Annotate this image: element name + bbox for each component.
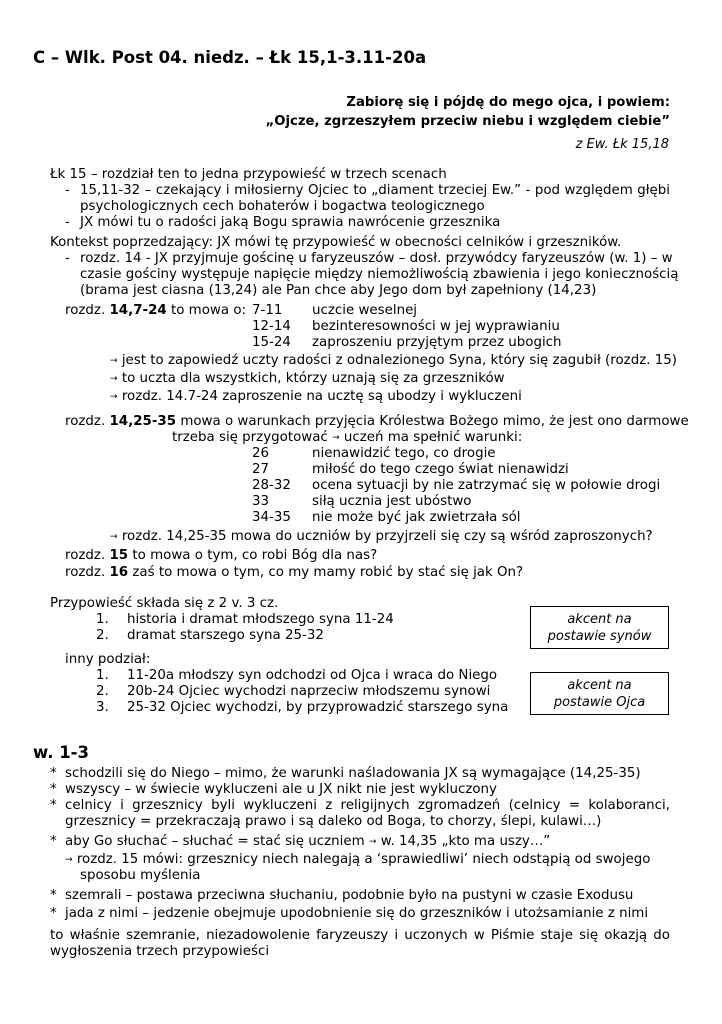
bullet-star: * xyxy=(50,798,57,813)
parable-line: Przypowieść składa się z 2 v. 3 cz. xyxy=(50,596,279,611)
context-bullet-1c: (brama jest ciasna (13,24) ale Pan chce aby Jego dom był zapełniony (14,23) xyxy=(80,283,597,298)
parable-alt-item-1-text: 11-20a młodszy syn odchodzi od Ojca i wraca do Niego xyxy=(127,668,498,683)
w13-item-7: jada z nimi – jedzenie obejmuje upodobnienie się do grzeszników i utożsamianie z nimi xyxy=(65,906,649,921)
rozdz2-row-1-text: nienawidzić tego, co drogie xyxy=(312,446,496,461)
w13-item-5a: → rozdz. 15 mówi: grzesznicy niech nalegają a ‘sprawiedliwi’ niech odstąpią od swojego xyxy=(65,852,651,867)
parable-item-2-num: 2. xyxy=(96,628,109,643)
accent-box-sons xyxy=(530,606,669,649)
rozdz1-row-2-verse: 12-14 xyxy=(252,319,291,334)
rozdz16-line: rozdz. 16 zaś to mowa o tym, co my mamy robić by stać się jak On? xyxy=(65,565,524,580)
rozdz2-row-2-verse: 27 xyxy=(252,462,270,477)
intro-dash-2: - xyxy=(65,215,70,230)
rozdz2-row-5-text: nie może być jak zwietrzała sól xyxy=(312,510,521,525)
accent-box-father-line-1: akcent na xyxy=(567,677,632,693)
quote-line-2: „Ojcze, zgrzeszyłem przeciw niebu i względem ciebie” xyxy=(265,114,670,129)
parable-alt-item-2-text: 20b-24 Ojciec wychodzi naprzeciw młodszemu synowi xyxy=(127,684,491,699)
w13-item-3a: celnicy i grzesznicy byli wykluczeni z religijnych zgromadzeń (celnicy = kolaboranci, xyxy=(65,798,670,813)
rozdz1-row-2-text: bezinteresowności w jej wyprawianiu xyxy=(312,319,560,334)
bullet-star: * xyxy=(50,766,57,781)
rozdz2-row-3-text: ocena sytuacji by nie zatrzymać się w połowie drogi xyxy=(312,478,661,493)
rozdz1-row-1-verse: 7-11 xyxy=(252,303,283,318)
context-line: Kontekst poprzedzający: JX mówi tę przypowieść w obecności celników i grzeszników. xyxy=(50,235,622,250)
w13-item-6: szemrali – postawa przeciwna słuchaniu, podobnie było na pustyni w czasie Exodusu xyxy=(65,888,634,903)
context-dash: - xyxy=(65,251,70,266)
arrow-icon: → xyxy=(110,392,118,402)
arrow-icon: → xyxy=(110,374,118,384)
arrow-icon: → xyxy=(332,433,340,443)
rozdz1-row-3-verse: 15-24 xyxy=(252,335,291,350)
parable-item-1-text: historia i dramat młodszego syna 11-24 xyxy=(127,612,394,627)
intro-line: Łk 15 – rozdział ten to jedna przypowieść w trzech scenach xyxy=(50,167,447,182)
quote-source: z Ew. Łk 15,18 xyxy=(575,137,669,152)
rozdz15-line: rozdz. 15 to mowa o tym, co robi Bóg dla nas? xyxy=(65,548,378,563)
quote-line-1: Zabiorę się i pójdę do mego ojca, i powiem: xyxy=(346,95,670,110)
bullet-star: * xyxy=(50,782,57,797)
w13-item-3b: grzesznicy = przekraczają prawo i są daleko od Boga, to chorzy, ślepi, kulawi…) xyxy=(65,814,602,829)
rozdz1-row-3-text: zaproszeniu przyjętym przez ubogich xyxy=(312,335,562,350)
accent-box-father xyxy=(530,672,669,715)
rozdz2-row-5-verse: 34-35 xyxy=(252,510,291,525)
rozdz2-row-2-text: miłość do tego czego świat nienawidzi xyxy=(312,462,569,477)
rozdz2-row-4-text: siłą ucznia jest ubóstwo xyxy=(312,494,472,509)
accent-box-father-line-2: postawie Ojca xyxy=(553,694,646,710)
parable-alt-item-2-num: 2. xyxy=(96,684,109,699)
parable-other-label: inny podział: xyxy=(65,652,151,667)
rozdz1-heading: rozdz. 14,7-24 to mowa o: xyxy=(65,303,247,318)
rozdz1-arrow-item-2: → to uczta dla wszystkich, którzy uznają się za grzeszników xyxy=(110,371,505,386)
rozdz1-arrow-item-3: → rozdz. 14.7-24 zaproszenie na ucztę są ubodzy i wykluczeni xyxy=(110,389,522,404)
rozdz1-arrow-item-1: → jest to zapowiedź uczty radości z odnalezionego Syna, który się zagubił (rozdz. 15) xyxy=(110,353,678,368)
context-bullet-1b: czasie gościny występuje napięcie między niemożliwością zbawienia i jego koniecznością xyxy=(80,267,679,282)
w13-item-1: schodzili się do Niego – mimo, że warunki naśladowania JX są wymagające (14,25-35) xyxy=(65,766,641,781)
parable-alt-item-1-num: 1. xyxy=(96,668,109,683)
w13-ending-1: to właśnie szemranie, niezadowolenie faryzeuszy i uczonych w Piśmie staje się okazją do xyxy=(50,928,670,943)
intro-bullet-2: JX mówi tu o radości jaką Bogu sprawia nawrócenie grzesznika xyxy=(80,215,501,230)
parable-alt-item-3-text: 25-32 Ojciec wychodzi, by przyprowadzić starszego syna xyxy=(127,700,509,715)
bullet-star: * xyxy=(50,906,57,921)
bullet-star: * xyxy=(50,834,57,849)
context-bullet-1a: rozdz. 14 - JX przyjmuje gościnę u faryzeuszów – dosł. przywódcy faryzeuszów (w. 1) – w xyxy=(80,251,673,266)
rozdz2-heading: rozdz. 14,25-35 mowa o warunkach przyjęcia Królestwa Bożego mimo, że jest ono darmowe xyxy=(65,414,689,429)
arrow-icon: → xyxy=(368,837,377,847)
rozdz1-row-1-text: uczcie weselnej xyxy=(312,303,418,318)
rozdz2-row-3-verse: 28-32 xyxy=(252,478,291,493)
arrow-icon: → xyxy=(110,356,118,366)
w13-item-4: aby Go słuchać – słuchać = stać się uczniem → w. 14,35 „kto ma uszy…” xyxy=(65,834,551,849)
parable-item-2-text: dramat starszego syna 25-32 xyxy=(127,628,324,643)
bullet-star: * xyxy=(50,888,57,903)
section-heading-w13: w. 1-3 xyxy=(33,743,90,762)
intro-bullet-1a: 15,11-32 – czekający i miłosierny Ojciec to „diament trzeciej Ew.” - pod względem głębi xyxy=(80,183,670,198)
intro-dash-1: - xyxy=(65,183,70,198)
arrow-icon: → xyxy=(65,855,73,865)
parable-alt-item-3-num: 3. xyxy=(96,700,109,715)
rozdz2-arrow-item: → rozdz. 14,25-35 mowa do uczniów by przyjrzeli się czy są wśród zaproszonych? xyxy=(110,529,653,544)
parable-item-1-num: 1. xyxy=(96,612,109,627)
w13-ending-2: wygłoszenia trzech przypowieści xyxy=(50,944,270,959)
rozdz2-line-2: trzeba się przygotować → uczeń ma spełnić warunki: xyxy=(172,430,523,445)
accent-box-sons-line-2: postawie synów xyxy=(547,628,652,644)
rozdz2-row-1-verse: 26 xyxy=(252,446,270,461)
accent-box-sons-line-1: akcent na xyxy=(567,611,632,627)
rozdz2-row-4-verse: 33 xyxy=(252,494,270,509)
intro-bullet-1b: psychologicznych cech bohaterów i bogactwa teologicznego xyxy=(80,199,485,214)
page-title: C – Wlk. Post 04. niedz. – Łk 15,1-3.11-20a xyxy=(33,48,427,67)
w13-item-5b: sposobu myślenia xyxy=(80,868,201,883)
w13-item-2: wszyscy – w świecie wykluczeni ale u JX nikt nie jest wykluczony xyxy=(65,782,497,797)
arrow-icon: → xyxy=(110,532,118,542)
